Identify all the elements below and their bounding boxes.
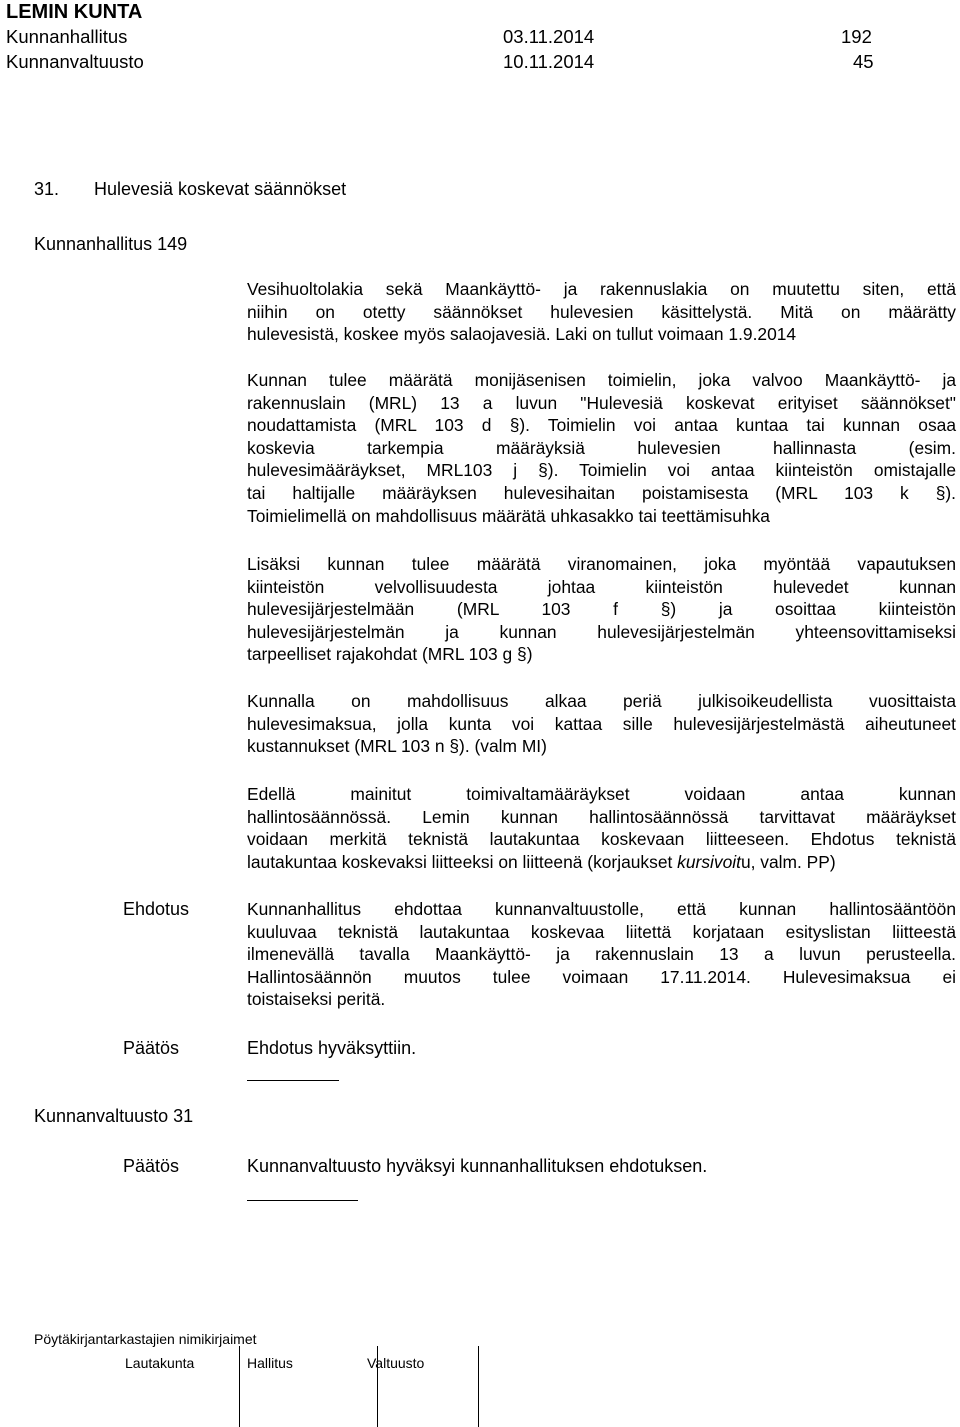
text-line: niihin on otetty säännökset hulevesien käsittelystä. Mitä on määrätty (247, 301, 956, 322)
text-line: toistaiseksi peritä. (247, 989, 386, 1010)
footer-col-lautakunta: Lautakunta (125, 1355, 195, 1371)
paragraph-4 (247, 690, 956, 758)
text-line: noudattamista (MRL 103 d §). Toimielin voi antaa kuntaa tai kunnan osaa (247, 415, 956, 436)
paragraph-1 (247, 278, 956, 346)
separator-line (247, 1200, 358, 1201)
paragraph-2 (247, 369, 956, 527)
text-line: Vesihuoltolakia sekä Maankäyttö- ja rakennuslakia on muutettu siten, että (247, 279, 956, 299)
text-line: Edellä mainitut toimivaltamääräykset voidaan antaa kunnan (247, 784, 956, 804)
header-page-kv: 45 (853, 51, 874, 72)
text-line: hulevesistä, koskee myös salaojavesiä. Laki on tullut voimaan 1.9.2014 (247, 324, 797, 345)
text-line: Lisäksi kunnan tulee määrätä viranomainen, joka myöntää vapautuksen (247, 554, 956, 574)
paatos-text-kv: Kunnanvaltuusto hyväksyi kunnanhallituksen ehdotuksen. (247, 1156, 708, 1176)
footer-title: Pöytäkirjantarkastajien nimikirjaimet (34, 1331, 257, 1347)
text-line: Kunnan tulee määrätä monijäsenisen toimielin, joka valvoo Maankäyttö- ja (247, 370, 956, 390)
paragraph-3 (247, 553, 956, 666)
text-line: hulevesijärjestelmään (MRL 103 f §) ja osoittaa kiinteistön (247, 599, 956, 620)
text-line: tai haltijalle määräyksen hulevesihaitan poistamisesta (MRL 103 k §). (247, 482, 956, 503)
paatos-label-kh: Päätös (123, 1038, 180, 1058)
text-line: ilmenevällä tavalla Maankäyttö- ja rakennuslain 13 a luvun perusteella. (247, 944, 956, 965)
footer-col-hallitus: Hallitus (247, 1355, 293, 1371)
text-line: hallintosäännössä. Lemin kunnan hallintosäännössä tarvittavat määräykset (247, 806, 956, 827)
kh-reference: Kunnanhallitus 149 (34, 234, 188, 254)
text-line: Hallintosäännön muutos tulee voimaan 17.11.2014. Hulevesimaksua ei (247, 966, 956, 987)
text-segment: u, valm. PP) (740, 851, 836, 872)
kv-reference: Kunnanvaltuusto 31 (34, 1106, 194, 1126)
text-line: voidaan merkitä teknistä lautakuntaa koskevaan liitteeseen. Ehdotus teknistä (247, 829, 956, 850)
text-line: Kunnalla on mahdollisuus alkaa periä julkisoikeudellista vuosittaista (247, 691, 956, 711)
text-line: kustannukset (MRL 103 n §). (valm MI) (247, 736, 547, 757)
text-segment: lautakuntaa koskevaksi liitteeksi on liitteenä (korjaukset (247, 851, 678, 872)
footer-col-valtuusto: Valtuusto (367, 1355, 425, 1371)
header-body-kv: Kunnanvaltuusto (6, 51, 144, 72)
footer-divider (478, 1346, 479, 1427)
text-line: koskevia tarkempia määräyksiä hulevesien hallinnasta (esim. (247, 437, 956, 458)
section-title: Hulevesiä koskevat säännökset (94, 179, 347, 199)
header-date-kv: 10.11.2014 (503, 51, 595, 72)
paatos-label-kv: Päätös (123, 1156, 180, 1176)
text-line: tarpeelliset rajakohdat (MRL 103 g §) (247, 644, 533, 665)
header-body-kh: Kunnanhallitus (6, 26, 128, 47)
text-line: hulevesimaksua, jolla kunta voi kattaa sille hulevesijärjestelmästä aiheutuneet (247, 713, 956, 734)
ehdotus-label: Ehdotus (123, 899, 190, 919)
text-line: Toimielimellä on mahdollisuus määrätä uhkasakko tai teettämisuhka (247, 505, 770, 526)
text-line: rakennuslain (MRL) 13 a luvun "Hulevesiä koskevat erityiset säännökset" (247, 392, 956, 413)
footer-divider (239, 1346, 240, 1427)
italic-segment: kursivoit (677, 851, 741, 872)
ehdotus-text (247, 898, 956, 1011)
section-number: 31. (34, 179, 60, 199)
text-line: Kunnanhallitus ehdottaa kunnanvaltuustolle, että kunnan hallintosääntöön (247, 899, 956, 919)
text-line: hulevesijärjestelmän ja kunnan hulevesijärjestelmän yhteensovittamiseksi (247, 621, 956, 642)
text-line: hulevesimääräykset, MRL103 j §). Toimielin voi antaa kiinteistön omistajalle (247, 460, 956, 481)
text-line (247, 851, 956, 874)
header-date-kh: 03.11.2014 (503, 26, 595, 47)
text-line: kuuluvaa teknistä lautakuntaa koskevaa liitettä korjataan esityslistan liitteestä (247, 921, 956, 942)
paatos-text-kh: Ehdotus hyväksyttiin. (247, 1038, 417, 1058)
header-page-kh: 192 (841, 26, 872, 47)
paragraph-5 (247, 783, 956, 873)
separator-line (247, 1080, 339, 1081)
organization-name: LEMIN KUNTA (6, 1, 143, 23)
text-line: kiinteistön velvollisuudesta johtaa kiinteistön hulevedet kunnan (247, 576, 956, 597)
